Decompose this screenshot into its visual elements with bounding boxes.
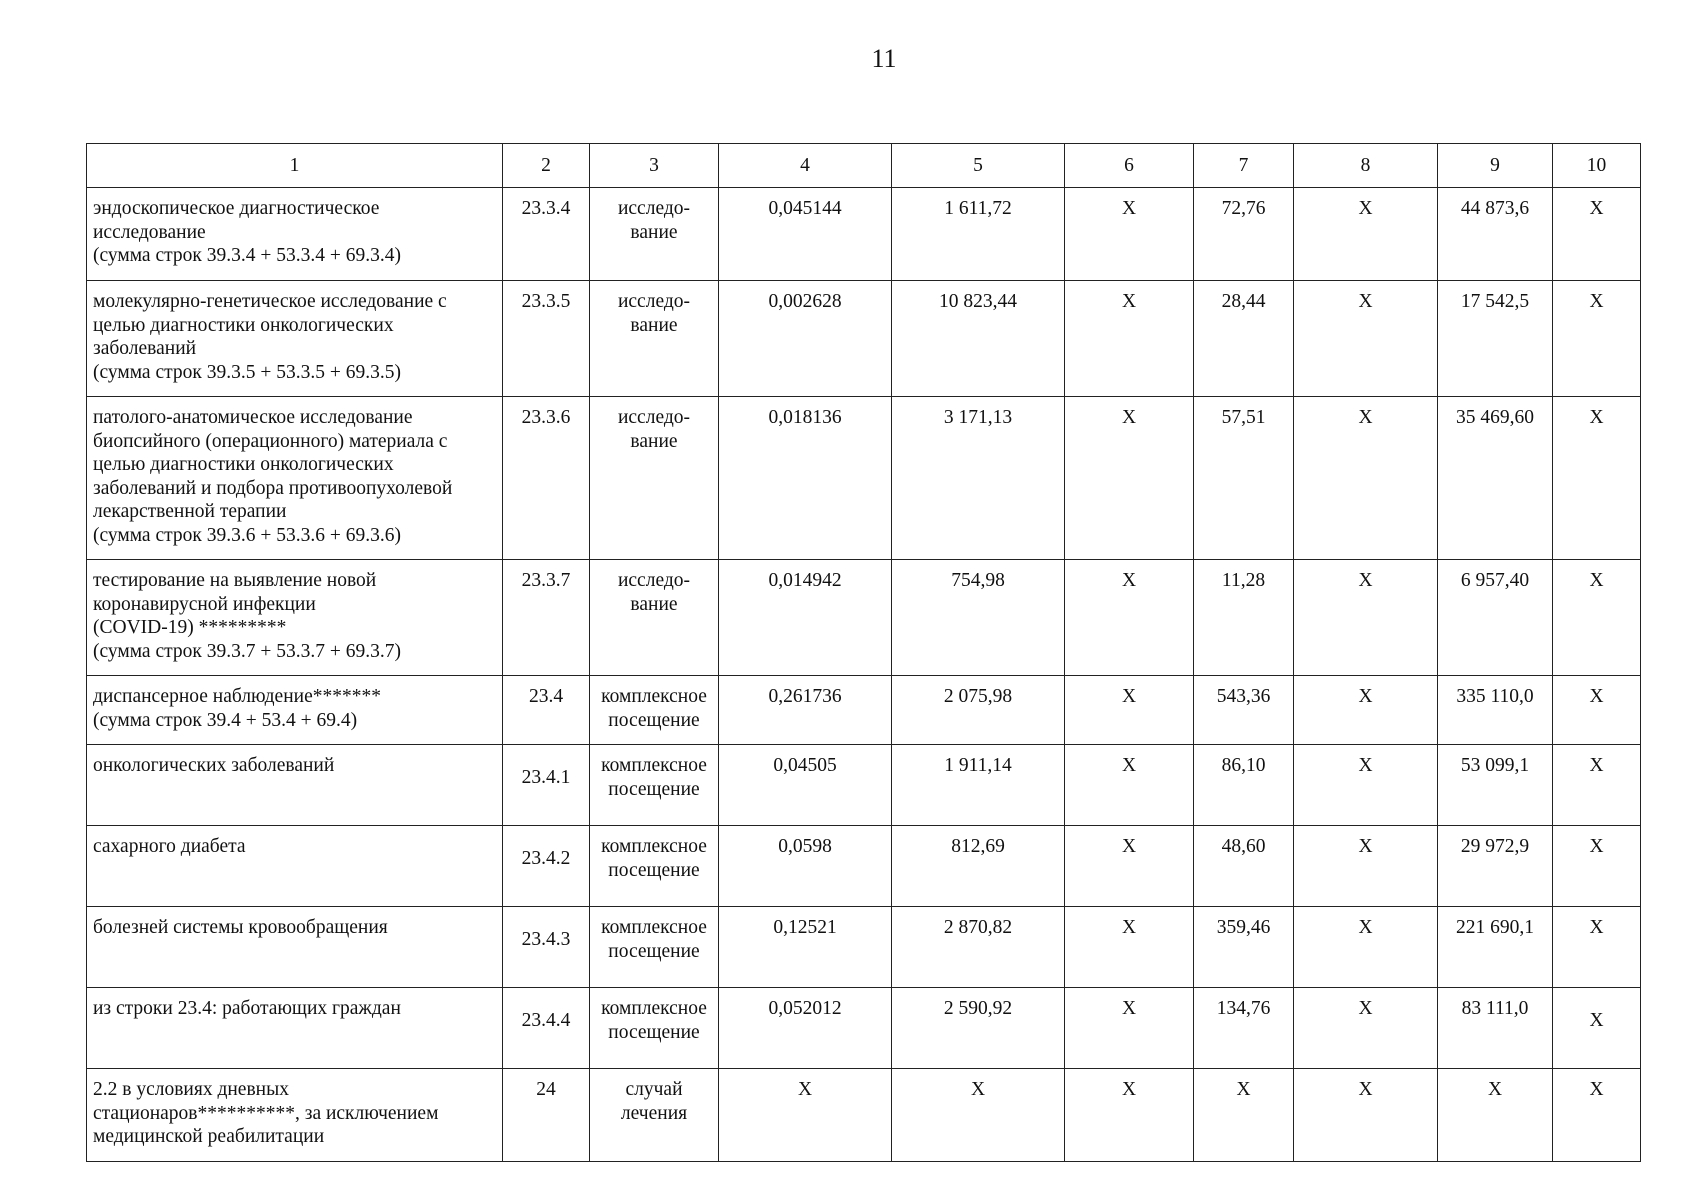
table-row <box>87 188 1641 281</box>
row-name-line: эндоскопическое диагностическое <box>93 198 380 219</box>
row-code-cell: 23.3.5 <box>503 281 590 397</box>
row-name-line: целью диагностики онкологических <box>93 314 394 336</box>
row-name-line: диспансерное наблюдение******* <box>93 686 381 707</box>
table-row <box>87 826 1641 907</box>
value-cell: X <box>1294 281 1438 397</box>
row-unit-line: посещение <box>608 1021 700 1043</box>
row-unit-line: посещение <box>608 709 700 731</box>
value-cell: X <box>1294 907 1438 988</box>
value-cell: 359,46 <box>1194 907 1294 988</box>
row-name-line: (сумма строк 39.3.4 + 53.3.4 + 69.3.4) <box>93 245 401 266</box>
table-row <box>87 397 1641 560</box>
value-cell: X <box>1294 397 1438 560</box>
value-cell: 0,045144 <box>719 188 892 281</box>
value-cell: X <box>1065 676 1194 745</box>
row-name-line: заболеваний и подбора противоопухолевой <box>93 477 453 499</box>
value-cell: 44 873,6 <box>1438 188 1553 281</box>
row-unit-line: исследо- <box>617 291 691 312</box>
table-row <box>87 560 1641 676</box>
row-name-line: (сумма строк 39.4 + 53.4 + 69.4) <box>93 709 358 731</box>
value-cell: X <box>1065 1069 1194 1162</box>
row-code-cell: 23.4.2 <box>503 826 590 907</box>
column-header: 1 <box>87 144 503 188</box>
value-cell: X <box>1065 397 1194 560</box>
value-cell: 2 870,82 <box>892 907 1065 988</box>
row-name-cell <box>87 397 503 560</box>
value-cell: X <box>1294 988 1438 1069</box>
row-code-cell: 23.3.6 <box>503 397 590 560</box>
value-cell: X <box>1065 745 1194 826</box>
value-cell: 53 099,1 <box>1438 745 1553 826</box>
value-cell: X <box>1065 907 1194 988</box>
row-name-cell <box>87 745 503 826</box>
value-cell: X <box>1065 988 1194 1069</box>
value-cell: 86,10 <box>1194 745 1294 826</box>
value-cell: X <box>1553 907 1641 988</box>
row-unit-line: исследо- <box>617 198 691 219</box>
value-cell: 11,28 <box>1194 560 1294 676</box>
value-cell: 134,76 <box>1194 988 1294 1069</box>
value-cell: 335 110,0 <box>1438 676 1553 745</box>
value-cell: 0,018136 <box>719 397 892 560</box>
row-name-line: из строки 23.4: работающих граждан <box>93 998 401 1019</box>
value-cell: X <box>892 1069 1065 1162</box>
value-cell: X <box>1438 1069 1553 1162</box>
row-unit-line: посещение <box>608 778 700 800</box>
table-row <box>87 745 1641 826</box>
row-unit-cell <box>590 676 719 745</box>
table-row <box>87 907 1641 988</box>
column-header: 6 <box>1065 144 1194 188</box>
table-row <box>87 281 1641 397</box>
row-name-cell <box>87 188 503 281</box>
column-header: 10 <box>1553 144 1641 188</box>
value-cell: 17 542,5 <box>1438 281 1553 397</box>
row-unit-line: комплексное <box>601 998 707 1019</box>
value-cell: X <box>1553 188 1641 281</box>
row-name-line: лекарственной терапии <box>93 501 287 522</box>
value-cell: 221 690,1 <box>1438 907 1553 988</box>
row-unit-cell <box>590 560 719 676</box>
value-cell: 1 911,14 <box>892 745 1065 826</box>
row-name-line: (сумма строк 39.3.6 + 53.3.6 + 69.3.6) <box>93 524 401 546</box>
row-name-line: целью диагностики онкологических <box>93 454 394 475</box>
row-unit-line: случай <box>625 1079 683 1100</box>
row-code-cell: 23.4.1 <box>503 745 590 826</box>
row-code-cell: 23.4 <box>503 676 590 745</box>
row-unit-line: комплексное <box>601 917 707 938</box>
table-header-row <box>87 144 1641 188</box>
value-cell: 3 171,13 <box>892 397 1065 560</box>
row-name-line: исследование <box>93 221 206 243</box>
table-row <box>87 1069 1641 1162</box>
row-unit-cell <box>590 907 719 988</box>
row-name-line: коронавирусной инфекции <box>93 593 316 615</box>
row-unit-line: исследо- <box>617 570 691 591</box>
table-row <box>87 988 1641 1069</box>
value-cell: X <box>1065 188 1194 281</box>
row-unit-line: комплексное <box>601 836 707 857</box>
column-header: 7 <box>1194 144 1294 188</box>
row-unit-cell <box>590 745 719 826</box>
value-cell: 0,052012 <box>719 988 892 1069</box>
row-name-cell <box>87 676 503 745</box>
row-code-cell: 23.3.7 <box>503 560 590 676</box>
row-name-line: заболеваний <box>93 338 197 359</box>
value-cell: X <box>1294 560 1438 676</box>
value-cell: 29 972,9 <box>1438 826 1553 907</box>
value-cell: 812,69 <box>892 826 1065 907</box>
row-unit-cell <box>590 281 719 397</box>
row-name-line: онкологических заболеваний <box>93 755 335 776</box>
row-unit-cell <box>590 826 719 907</box>
row-unit-line: вание <box>630 221 678 243</box>
row-unit-line: вание <box>630 314 678 336</box>
value-cell: X <box>1294 188 1438 281</box>
column-header: 8 <box>1294 144 1438 188</box>
row-unit-line: вание <box>630 430 678 452</box>
value-cell: 0,12521 <box>719 907 892 988</box>
row-name-line: тестирование на выявление новой <box>93 570 377 591</box>
row-unit-cell <box>590 188 719 281</box>
row-unit-line: исследо- <box>617 407 691 428</box>
row-unit-line: посещение <box>608 940 700 962</box>
row-unit-line: комплексное <box>601 686 707 707</box>
value-cell: X <box>1294 826 1438 907</box>
row-code-cell: 23.4.3 <box>503 907 590 988</box>
value-cell: 48,60 <box>1194 826 1294 907</box>
value-cell: X <box>719 1069 892 1162</box>
row-name-line: биопсийного (операционного) материала с <box>93 430 448 452</box>
value-cell: X <box>1553 281 1641 397</box>
value-cell: 2 075,98 <box>892 676 1065 745</box>
row-name-cell <box>87 1069 503 1162</box>
row-name-line: 2.2 в условиях дневных <box>93 1079 289 1100</box>
column-header: 4 <box>719 144 892 188</box>
row-name-line: стационаров**********, за исключением <box>93 1102 439 1124</box>
value-cell: X <box>1194 1069 1294 1162</box>
value-cell: 0,261736 <box>719 676 892 745</box>
column-header: 2 <box>503 144 590 188</box>
value-cell: 2 590,92 <box>892 988 1065 1069</box>
value-cell: 1 611,72 <box>892 188 1065 281</box>
column-header: 9 <box>1438 144 1553 188</box>
row-name-line: (сумма строк 39.3.7 + 53.3.7 + 69.3.7) <box>93 640 401 662</box>
row-unit-line: посещение <box>608 859 700 881</box>
row-unit-cell <box>590 988 719 1069</box>
row-unit-line: лечения <box>620 1102 688 1124</box>
row-name-line: сахарного диабета <box>93 836 246 857</box>
row-name-cell <box>87 907 503 988</box>
value-cell: 35 469,60 <box>1438 397 1553 560</box>
row-code-cell: 23.4.4 <box>503 988 590 1069</box>
table-row <box>87 676 1641 745</box>
row-name-line: патолого-анатомическое исследование <box>93 407 413 428</box>
row-unit-line: вание <box>630 593 678 615</box>
column-header: 5 <box>892 144 1065 188</box>
value-cell: X <box>1065 826 1194 907</box>
value-cell: 0,014942 <box>719 560 892 676</box>
row-name-line: молекулярно-генетическое исследование с <box>93 291 447 312</box>
value-cell: 10 823,44 <box>892 281 1065 397</box>
value-cell: 0,002628 <box>719 281 892 397</box>
value-cell: 543,36 <box>1194 676 1294 745</box>
value-cell: X <box>1065 281 1194 397</box>
column-header: 3 <box>590 144 719 188</box>
row-code-cell: 24 <box>503 1069 590 1162</box>
value-cell: X <box>1553 1069 1641 1162</box>
value-cell: X <box>1294 745 1438 826</box>
value-cell: X <box>1553 745 1641 826</box>
value-cell: X <box>1553 826 1641 907</box>
data-table <box>86 143 1641 1162</box>
value-cell: X <box>1553 988 1641 1069</box>
value-cell: 72,76 <box>1194 188 1294 281</box>
page-number: 11 <box>871 44 897 73</box>
row-name-line: медицинской реабилитации <box>93 1126 325 1147</box>
value-cell: 0,04505 <box>719 745 892 826</box>
row-unit-cell <box>590 1069 719 1162</box>
value-cell: X <box>1553 397 1641 560</box>
row-name-line: болезней системы кровообращения <box>93 917 388 938</box>
row-name-cell <box>87 281 503 397</box>
value-cell: X <box>1294 1069 1438 1162</box>
row-name-cell <box>87 826 503 907</box>
row-code-cell: 23.3.4 <box>503 188 590 281</box>
row-unit-line: комплексное <box>601 755 707 776</box>
value-cell: 754,98 <box>892 560 1065 676</box>
value-cell: 28,44 <box>1194 281 1294 397</box>
row-name-line: (COVID-19) ********* <box>93 617 287 638</box>
value-cell: X <box>1294 676 1438 745</box>
value-cell: 57,51 <box>1194 397 1294 560</box>
value-cell: X <box>1553 676 1641 745</box>
row-name-cell <box>87 988 503 1069</box>
value-cell: 83 111,0 <box>1438 988 1553 1069</box>
value-cell: X <box>1065 560 1194 676</box>
row-unit-cell <box>590 397 719 560</box>
value-cell: 6 957,40 <box>1438 560 1553 676</box>
row-name-line: (сумма строк 39.3.5 + 53.3.5 + 69.3.5) <box>93 361 401 383</box>
value-cell: X <box>1553 560 1641 676</box>
row-name-cell <box>87 560 503 676</box>
value-cell: 0,0598 <box>719 826 892 907</box>
